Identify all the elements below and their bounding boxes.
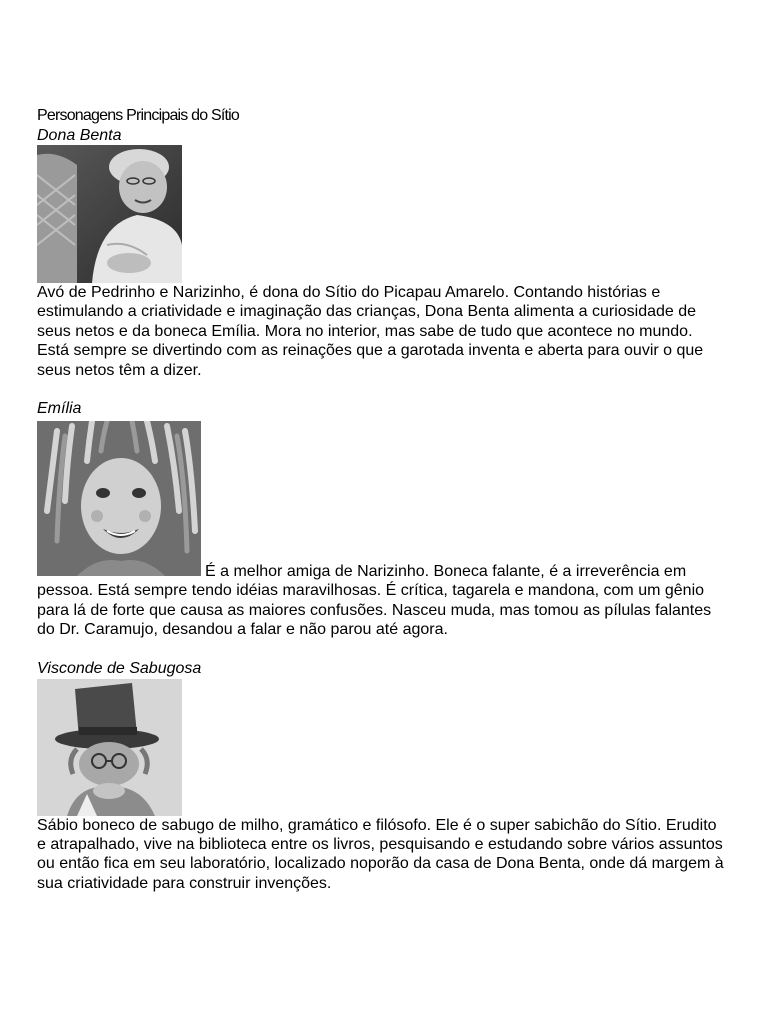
document-body bbox=[37, 106, 727, 893]
character-section-visconde bbox=[37, 659, 727, 894]
character-description: Avó de Pedrinho e Narizinho, é dona do Sítio do Picapau Amarelo. Contando histórias e estimulando a criatividade e imaginação das crianças, Dona Benta alimenta a curiosidade de seus netos e da boneca Emília. Mora no interior, mas sabe de tudo que acontece no mundo. Está sempre se divertindo com as reinações que a garotada inventa e aberta para ouvir o que seus netos têm a dizer. bbox=[37, 284, 704, 379]
character-section-emilia bbox=[37, 399, 727, 640]
visconde-photo bbox=[37, 679, 182, 816]
character-description: É a melhor amiga de Narizinho. Boneca falante, é a irreverência em pessoa. Está sempre tendo idéias maravilhosas. É crítica, tagarela e mandona, com um gênio para lá de forte que causa as maiores confusões. Nasceu muda, mas tomou as pílulas falantes do Dr. Caramujo, desandou a falar e não parou até agora. bbox=[37, 563, 712, 639]
spacer bbox=[37, 380, 727, 399]
character-name: Dona Benta bbox=[37, 127, 122, 144]
document-title: Personagens Principais do Sítio bbox=[37, 107, 239, 124]
character-description: Sábio boneco de sabugo de milho, gramático e filósofo. Ele é o super sabichão do Sítio. Erudito e atrapalhado, vive na biblioteca entre os livros, pesquisando e estudando sobre vários assuntos ou então fica em seu laboratório, localizado noporão da casa de Dona Benta, onde dá margem à sua criatividade para construir invenções. bbox=[37, 816, 724, 892]
dona-benta-photo bbox=[37, 145, 182, 283]
character-description-block bbox=[37, 421, 727, 640]
character-name: Visconde de Sabugosa bbox=[37, 659, 202, 677]
character-name: Emília bbox=[37, 400, 82, 418]
emilia-photo bbox=[37, 421, 201, 576]
spacer bbox=[37, 640, 727, 659]
character-section-dona-benta bbox=[37, 126, 727, 380]
